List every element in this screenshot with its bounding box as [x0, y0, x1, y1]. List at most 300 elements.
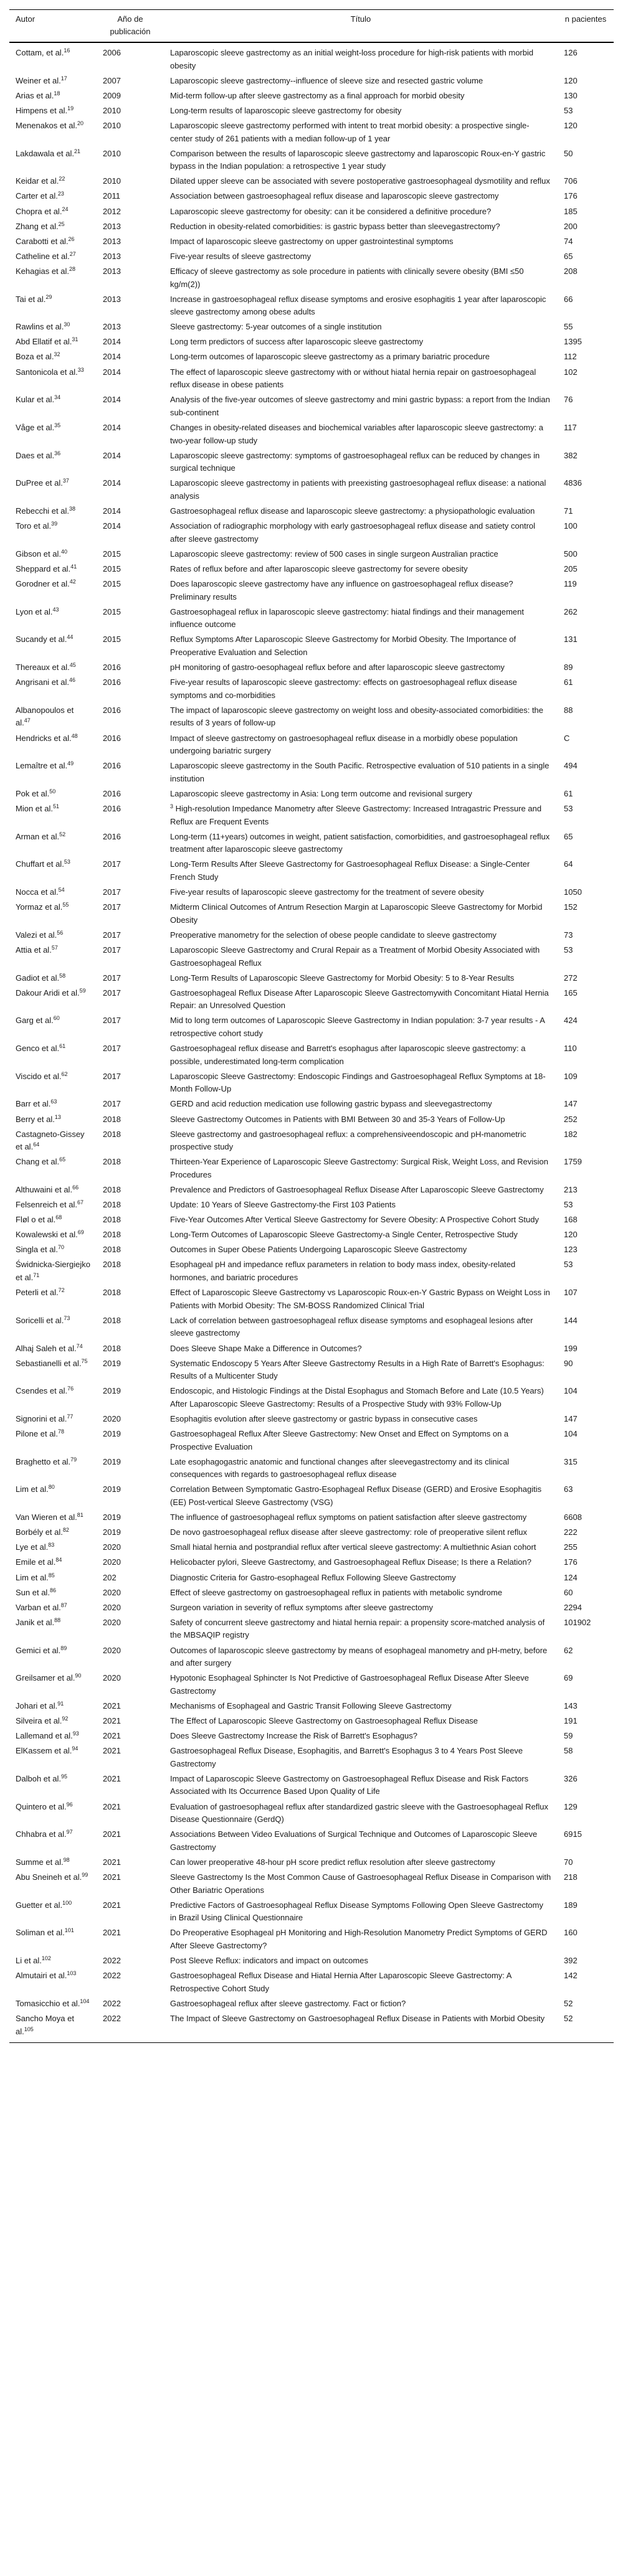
title-text: Does laparoscopic sleeve gastrectomy have any influence on gastroesophageal reflux disease? Preliminary results [170, 578, 513, 602]
table-row [9, 1097, 614, 1111]
cell-ano: 2018 [103, 1288, 121, 1298]
reference-number: 96 [66, 1801, 73, 1808]
title-text: Post Sleeve Reflux: indicators and impact on outcomes [170, 1956, 368, 1966]
reference-number: 72 [58, 1287, 65, 1294]
cell-titulo [164, 703, 558, 731]
table-row [9, 1953, 614, 1968]
reference-number: 94 [72, 1745, 78, 1752]
cell-autor [9, 885, 97, 900]
reference-number: 99 [82, 1872, 88, 1878]
table-row [9, 1800, 614, 1828]
cell-titulo [164, 660, 558, 675]
title-text: Endoscopic, and Histologic Findings at the Distal Esophagus and Stomach Before and Late (10.5 Years) After Laparoscopic Sleeve Gastrectomy: Results of a Prospective Study with 93% Follow-Up [170, 1386, 544, 1408]
cell-autor [9, 1427, 97, 1455]
cell-n-pacientes: 52 [564, 1998, 573, 2008]
title-text: Predictive Factors of Gastroesophageal Reflux Disease Symptoms Following Open Sleeve Gastrectomy in Brazil Using Clinical Questionnaire [170, 1900, 543, 1923]
cell-ano: 2014 [103, 352, 121, 362]
title-text: Esophagitis evolution after sleeve gastrectomy or gastric bypass in consecutive cases [170, 1414, 478, 1423]
cell-autor [9, 900, 97, 928]
author-name: Carabotti et al. [16, 236, 69, 246]
cell-ano: 2019 [103, 1456, 121, 1466]
cell-autor [9, 1540, 97, 1555]
cell-titulo [164, 605, 558, 633]
cell-n-pacientes: 131 [564, 635, 578, 644]
reference-number: 91 [57, 1700, 64, 1707]
cell-ano: 2014 [103, 367, 121, 377]
cell-autor [9, 1482, 97, 1510]
table-row [9, 1127, 614, 1155]
author-name: Świdnicka-Siergiejko et al. [16, 1260, 90, 1283]
cell-autor [9, 1925, 97, 1953]
title-text: Long-Term Outcomes of Laparoscopic Sleeve Gastrectomy-a Single Center, Retrospective Study [170, 1230, 518, 1240]
reference-number: 85 [48, 1572, 55, 1578]
cell-ano: 2021 [103, 1731, 121, 1741]
title-text: Five-year results of laparoscopic sleeve gastrectomy for the treatment of severe obesity [170, 887, 484, 897]
reference-number: 56 [57, 929, 64, 936]
cell-n-pacientes: 218 [564, 1872, 578, 1882]
title-text: Long-Term Results After Sleeve Gastrectomy for Gastroesophageal Reflux Disease: a Single-Center French Study [170, 859, 530, 882]
table-row [9, 476, 614, 504]
reference-number: 33 [77, 366, 84, 373]
reference-number: 76 [67, 1385, 74, 1392]
cell-titulo [164, 1212, 558, 1227]
reference-number: 53 [64, 859, 70, 866]
reference-number: 73 [64, 1314, 70, 1321]
table-row [9, 928, 614, 943]
cell-n-pacientes: 176 [564, 1557, 578, 1567]
cell-autor [9, 1525, 97, 1540]
table-row [9, 1112, 614, 1127]
cell-autor [9, 334, 97, 349]
reference-number: 48 [71, 732, 78, 739]
cell-titulo [164, 504, 558, 519]
table-row [9, 249, 614, 264]
cell-ano: 2013 [103, 322, 121, 332]
reference-number: 58 [59, 972, 66, 979]
cell-n-pacientes: 65 [564, 831, 573, 841]
reference-number: 74 [76, 1342, 83, 1349]
cell-autor [9, 971, 97, 986]
cell-ano: 2020 [103, 1617, 121, 1627]
cell-ano: 2020 [103, 1673, 121, 1683]
cell-titulo [164, 42, 558, 73]
table-header [9, 10, 614, 43]
cell-autor [9, 2011, 97, 2043]
cell-titulo [164, 857, 558, 885]
author-name: Nocca et al. [16, 887, 59, 897]
cell-titulo [164, 1996, 558, 2011]
reference-number: 32 [54, 351, 60, 358]
title-text: Five-year results of laparoscopic sleeve gastrectomy: effects on gastroesophageal reflux disease symptoms and co-morbidities [170, 677, 517, 700]
cell-autor [9, 1356, 97, 1384]
reference-number: 34 [54, 394, 61, 401]
reference-number: 79 [70, 1456, 77, 1463]
cell-autor [9, 1285, 97, 1313]
cell-ano: 2013 [103, 294, 121, 304]
reference-number: 29 [45, 293, 52, 300]
cell-titulo [164, 204, 558, 219]
reference-number: 66 [72, 1184, 79, 1191]
title-text: Five-Year Outcomes After Vertical Sleeve Gastrectomy for Severe Obesity: A Prospective Cohort Study [170, 1215, 540, 1225]
cell-n-pacientes: 124 [564, 1572, 578, 1582]
cell-titulo [164, 1898, 558, 1926]
table-row [9, 1827, 614, 1855]
cell-titulo [164, 1455, 558, 1483]
title-text: Gastroesophageal reflux disease and laparoscopic sleeve gastrectomy: a physiopathologic evaluation [170, 506, 535, 516]
cell-ano: 2016 [103, 663, 121, 672]
table-row [9, 1671, 614, 1699]
author-name: Sucandy et al. [16, 635, 67, 644]
cell-titulo [164, 392, 558, 420]
cell-titulo [164, 146, 558, 174]
cell-ano: 2021 [103, 1872, 121, 1882]
author-name: Abu Sneineh et al. [16, 1872, 82, 1882]
cell-titulo [164, 986, 558, 1014]
table-row [9, 1585, 614, 1600]
reference-number: 84 [55, 1557, 62, 1564]
table-row [9, 292, 614, 320]
cell-ano: 2011 [103, 191, 120, 201]
title-text: Reflux Symptoms After Laparoscopic Sleeve Gastrectomy for Morbid Obesity. The Importance of Preoperative Evaluation and Selection [170, 635, 516, 657]
table-row [9, 448, 614, 476]
cell-ano: 2016 [103, 803, 121, 813]
author-name: Barr et al. [16, 1099, 51, 1109]
cell-n-pacientes: 123 [564, 1245, 578, 1255]
cell-ano: 2018 [103, 1245, 121, 1255]
cell-ano: 2010 [103, 148, 121, 158]
cell-autor [9, 319, 97, 334]
cell-titulo [164, 1285, 558, 1313]
cell-autor [9, 519, 97, 547]
table-row [9, 365, 614, 393]
cell-ano: 2018 [103, 1114, 121, 1124]
cell-titulo [164, 1182, 558, 1197]
table-row [9, 1313, 614, 1341]
cell-autor [9, 801, 97, 829]
cell-n-pacientes: 160 [564, 1928, 578, 1938]
title-text: Outcomes of laparoscopic sleeve gastrectomy by means of esophageal manometry and pH-metry, before and after surgery [170, 1645, 548, 1668]
author-name: Soliman et al. [16, 1928, 65, 1938]
cell-ano: 2014 [103, 395, 121, 405]
cell-autor [9, 1968, 97, 1996]
table-row [9, 1772, 614, 1800]
author-name: Silveira et al. [16, 1715, 62, 1725]
title-text: Analysis of the five-year outcomes of sleeve gastrectomy and mini gastric bypass: a report from the Indian sub-continent [170, 395, 550, 417]
cell-ano: 2019 [103, 1386, 121, 1396]
cell-ano: 2007 [103, 75, 121, 85]
cell-autor [9, 660, 97, 675]
cell-titulo [164, 1154, 558, 1182]
cell-ano: 2015 [103, 564, 121, 573]
title-text: Does Sleeve Gastrectomy Increase the Risk of Barrett's Esophagus? [170, 1731, 418, 1741]
cell-n-pacientes: 392 [564, 1956, 578, 1966]
cell-autor [9, 1182, 97, 1197]
title-text: Laparoscopic sleeve gastrectomy for obesity: can it be considered a definitive procedure? [170, 206, 492, 216]
reference-number: 62 [61, 1070, 68, 1077]
author-name: Gibson et al. [16, 549, 61, 559]
cell-n-pacientes: 61 [564, 677, 573, 687]
cell-autor [9, 1953, 97, 1968]
cell-n-pacientes: 208 [564, 266, 578, 276]
cell-ano: 2014 [103, 478, 121, 488]
author-name: Lallemand et al. [16, 1731, 73, 1741]
author-name: Toro et al. [16, 521, 52, 531]
cell-ano: 2015 [103, 635, 121, 644]
cell-n-pacientes: 199 [564, 1343, 578, 1353]
author-name: Signorini et al. [16, 1414, 67, 1423]
cell-titulo [164, 1855, 558, 1870]
title-text: Laparoscopic sleeve gastrectomy as an initial weight-loss procedure for high-risk patients with morbid obesity [170, 48, 534, 70]
cell-autor [9, 758, 97, 786]
cell-titulo [164, 1341, 558, 1356]
cell-ano: 2017 [103, 1044, 121, 1054]
cell-n-pacientes: 53 [564, 945, 573, 955]
cell-autor [9, 219, 97, 234]
reference-number: 22 [59, 176, 65, 182]
cell-autor [9, 174, 97, 189]
table-row [9, 1227, 614, 1242]
title-text: Dilated upper sleeve can be associated with severe postoperative gastroesophageal dysmotility and reflux [170, 176, 550, 186]
cell-ano: 2022 [103, 1998, 121, 2008]
table-row [9, 42, 614, 73]
cell-autor [9, 1412, 97, 1427]
reference-number: 49 [67, 760, 74, 767]
reference-number: 75 [81, 1357, 88, 1364]
author-name: Braghetto et al. [16, 1456, 71, 1466]
table-row [9, 73, 614, 88]
cell-n-pacientes: 120 [564, 120, 578, 130]
table-row [9, 857, 614, 885]
cell-ano: 2010 [103, 176, 121, 186]
table-row [9, 1743, 614, 1772]
author-name: Viscido et al. [16, 1071, 62, 1081]
reference-number: 18 [54, 90, 60, 97]
cell-titulo [164, 88, 558, 103]
cell-ano: 2018 [103, 1200, 121, 1210]
cell-autor [9, 42, 97, 73]
cell-titulo [164, 1069, 558, 1097]
cell-autor [9, 1127, 97, 1155]
table-row [9, 1870, 614, 1898]
cell-titulo [164, 1772, 558, 1800]
cell-ano: 2021 [103, 1928, 121, 1938]
title-text: Comparison between the results of laparoscopic sleeve gastrectomy and laparoscopic Roux-en-Y gastric bypass in the Indian population: a retrospective 1 year study [170, 148, 546, 171]
author-name: Csendes et al. [16, 1386, 68, 1396]
author-name: Sun et al. [16, 1587, 50, 1597]
title-text: Mid to long term outcomes of Laparoscopic Sleeve Gastrectomy in Indian population: 3-7 year results - A retrospective cohort study [170, 1016, 545, 1038]
cell-titulo [164, 562, 558, 577]
cell-titulo [164, 476, 558, 504]
table-row [9, 1013, 614, 1041]
table-row [9, 519, 614, 547]
reference-number: 41 [70, 563, 77, 570]
cell-titulo [164, 174, 558, 189]
cell-titulo [164, 1482, 558, 1510]
reference-number: 42 [69, 578, 76, 585]
cell-autor [9, 1384, 97, 1412]
cell-ano: 2019 [103, 1484, 121, 1494]
cell-autor [9, 448, 97, 476]
cell-autor [9, 1855, 97, 1870]
cell-titulo [164, 1313, 558, 1341]
author-name: Lyon et al. [16, 606, 53, 616]
cell-autor [9, 1154, 97, 1182]
table-body [9, 42, 614, 2043]
cell-autor [9, 1743, 97, 1772]
author-name: Lye et al. [16, 1542, 49, 1552]
cell-titulo [164, 1570, 558, 1585]
reference-number: 38 [69, 506, 76, 512]
cell-titulo [164, 1427, 558, 1455]
author-name: Lakdawala et al. [16, 148, 74, 158]
cell-ano: 2022 [103, 1956, 121, 1966]
cell-autor [9, 1257, 97, 1285]
author-name: Gadiot et al. [16, 973, 60, 983]
cell-n-pacientes: 112 [564, 352, 577, 362]
cell-ano: 2017 [103, 945, 121, 955]
table-row [9, 2011, 614, 2043]
cell-autor [9, 1898, 97, 1926]
cell-ano: 2017 [103, 973, 121, 983]
cell-n-pacientes: 70 [564, 1857, 573, 1867]
cell-ano: 2018 [103, 1185, 121, 1194]
title-text: Preoperative manometry for the selection of obese people candidate to sleeve gastrectomy [170, 930, 497, 940]
cell-titulo [164, 577, 558, 605]
cell-ano: 2006 [103, 48, 121, 57]
table-row [9, 420, 614, 448]
cell-ano: 2016 [103, 705, 121, 715]
cell-ano: 2010 [103, 120, 121, 130]
cell-titulo [164, 2011, 558, 2043]
cell-n-pacientes: 189 [564, 1900, 578, 1910]
title-text: Long-Term Results of Laparoscopic Sleeve Gastrectomy for Morbid Obesity: 5 to 8-Year Results [170, 973, 515, 983]
cell-titulo [164, 1013, 558, 1041]
cell-autor [9, 1643, 97, 1671]
reference-number: 50 [49, 788, 56, 795]
title-text: The Effect of Laparoscopic Sleeve Gastrectomy on Gastroesophageal Reflux Disease [170, 1715, 478, 1725]
cell-titulo [164, 219, 558, 234]
cell-autor [9, 829, 97, 857]
title-text: Safety of concurrent sleeve gastrectomy and hiatal hernia repair: a propensity score-matched analysis of the MBSAQIP registry [170, 1617, 545, 1640]
cell-n-pacientes: 129 [564, 1801, 578, 1811]
cell-n-pacientes: 252 [564, 1114, 578, 1124]
reference-number: 65 [59, 1156, 66, 1163]
cell-autor [9, 675, 97, 703]
title-text: Correlation Between Symptomatic Gastro-Esophageal Reflux Disease (GERD) and Erosive Esophagitis (EE) Post-vertical Sleeve Gastrectomy (VSG) [170, 1484, 542, 1507]
author-name: Weiner et al. [16, 75, 61, 85]
cell-autor [9, 1800, 97, 1828]
cell-n-pacientes: 63 [564, 1484, 573, 1494]
cell-autor [9, 1600, 97, 1615]
cell-titulo [164, 292, 558, 320]
cell-titulo [164, 1729, 558, 1743]
title-text: Laparoscopic sleeve gastrectomy: review of 500 cases in single surgeon Australian practice [170, 549, 498, 559]
table-row [9, 1510, 614, 1525]
cell-titulo [164, 319, 558, 334]
title-text: Impact of sleeve gastrectomy on gastroesophageal reflux disease in a morbidly obese population undergoing bariatric surgery [170, 733, 518, 756]
cell-titulo [164, 1968, 558, 1996]
cell-titulo [164, 1242, 558, 1257]
title-text: Laparoscopic sleeve gastrectomy in the South Pacific. Retrospective evaluation of 510 patients in a single institution [170, 761, 549, 783]
author-name: Arman et al. [16, 831, 60, 841]
cell-titulo [164, 420, 558, 448]
table-row [9, 334, 614, 349]
table-row [9, 577, 614, 605]
cell-titulo [164, 334, 558, 349]
cell-ano: 2017 [103, 902, 121, 912]
table-row [9, 1600, 614, 1615]
cell-ano: 2018 [103, 1343, 121, 1353]
title-text: Sleeve gastrectomy and gastroesophageal reflux: a comprehensiveendoscopic and pH-manometric prospective study [170, 1129, 526, 1152]
reference-number: 44 [67, 634, 74, 641]
table-row [9, 1154, 614, 1182]
title-text: Sleeve gastrectomy: 5-year outcomes of a single institution [170, 322, 382, 332]
cell-titulo [164, 1412, 558, 1427]
cell-ano: 2018 [103, 1215, 121, 1225]
table-row [9, 829, 614, 857]
cell-n-pacientes: 222 [564, 1527, 578, 1537]
table-row [9, 392, 614, 420]
cell-autor [9, 504, 97, 519]
cell-autor [9, 264, 97, 292]
author-name: Rawlins et al. [16, 322, 64, 332]
cell-autor [9, 73, 97, 88]
title-text: Associations Between Video Evaluations of Surgical Technique and Outcomes of Laparoscopic Sleeve Gastrectomy [170, 1829, 538, 1852]
cell-ano: 2020 [103, 1587, 121, 1597]
reference-number: 57 [51, 944, 58, 951]
author-name: Borbély et al. [16, 1527, 63, 1537]
cell-n-pacientes: 69 [564, 1673, 573, 1683]
cell-ano: 2018 [103, 1260, 121, 1270]
author-name: Kehagias et al. [16, 266, 70, 276]
table-row [9, 885, 614, 900]
table-row [9, 1285, 614, 1313]
cell-n-pacientes: 53 [564, 105, 573, 115]
cell-titulo [164, 1041, 558, 1069]
reference-number: 78 [57, 1428, 64, 1435]
author-name: Chhabra et al. [16, 1829, 67, 1839]
cell-ano: 2020 [103, 1645, 121, 1655]
author-name: Cottam, et al. [16, 48, 64, 57]
cell-n-pacientes: 706 [564, 176, 578, 186]
table-row [9, 1356, 614, 1384]
cell-titulo [164, 519, 558, 547]
table-row [9, 562, 614, 577]
title-text: Mid-term follow-up after sleeve gastrectomy as a final approach for morbid obesity [170, 90, 465, 100]
title-text: Systematic Endoscopy 5 Years After Sleeve Gastrectomy Results in a High Rate of Barrett's Esophagus: Results of a Multicenter Study [170, 1358, 545, 1381]
author-name: Gorodner et al. [16, 578, 70, 588]
table-row [9, 900, 614, 928]
author-name: Tai et al. [16, 294, 46, 304]
cell-n-pacientes: C [564, 733, 570, 743]
cell-autor [9, 1341, 97, 1356]
cell-titulo [164, 1800, 558, 1828]
cell-n-pacientes: 62 [564, 1645, 573, 1655]
cell-n-pacientes: 102 [564, 367, 578, 377]
cell-autor [9, 605, 97, 633]
table-row [9, 1540, 614, 1555]
reference-number: 68 [55, 1214, 62, 1221]
cell-n-pacientes: 73 [564, 930, 573, 940]
cell-n-pacientes: 6915 [564, 1829, 582, 1839]
cell-n-pacientes: 185 [564, 206, 578, 216]
cell-ano: 2014 [103, 450, 121, 460]
cell-autor [9, 1570, 97, 1585]
cell-ano: 2017 [103, 1071, 121, 1081]
table-row [9, 758, 614, 786]
cell-ano: 2009 [103, 90, 121, 100]
cell-autor [9, 146, 97, 174]
